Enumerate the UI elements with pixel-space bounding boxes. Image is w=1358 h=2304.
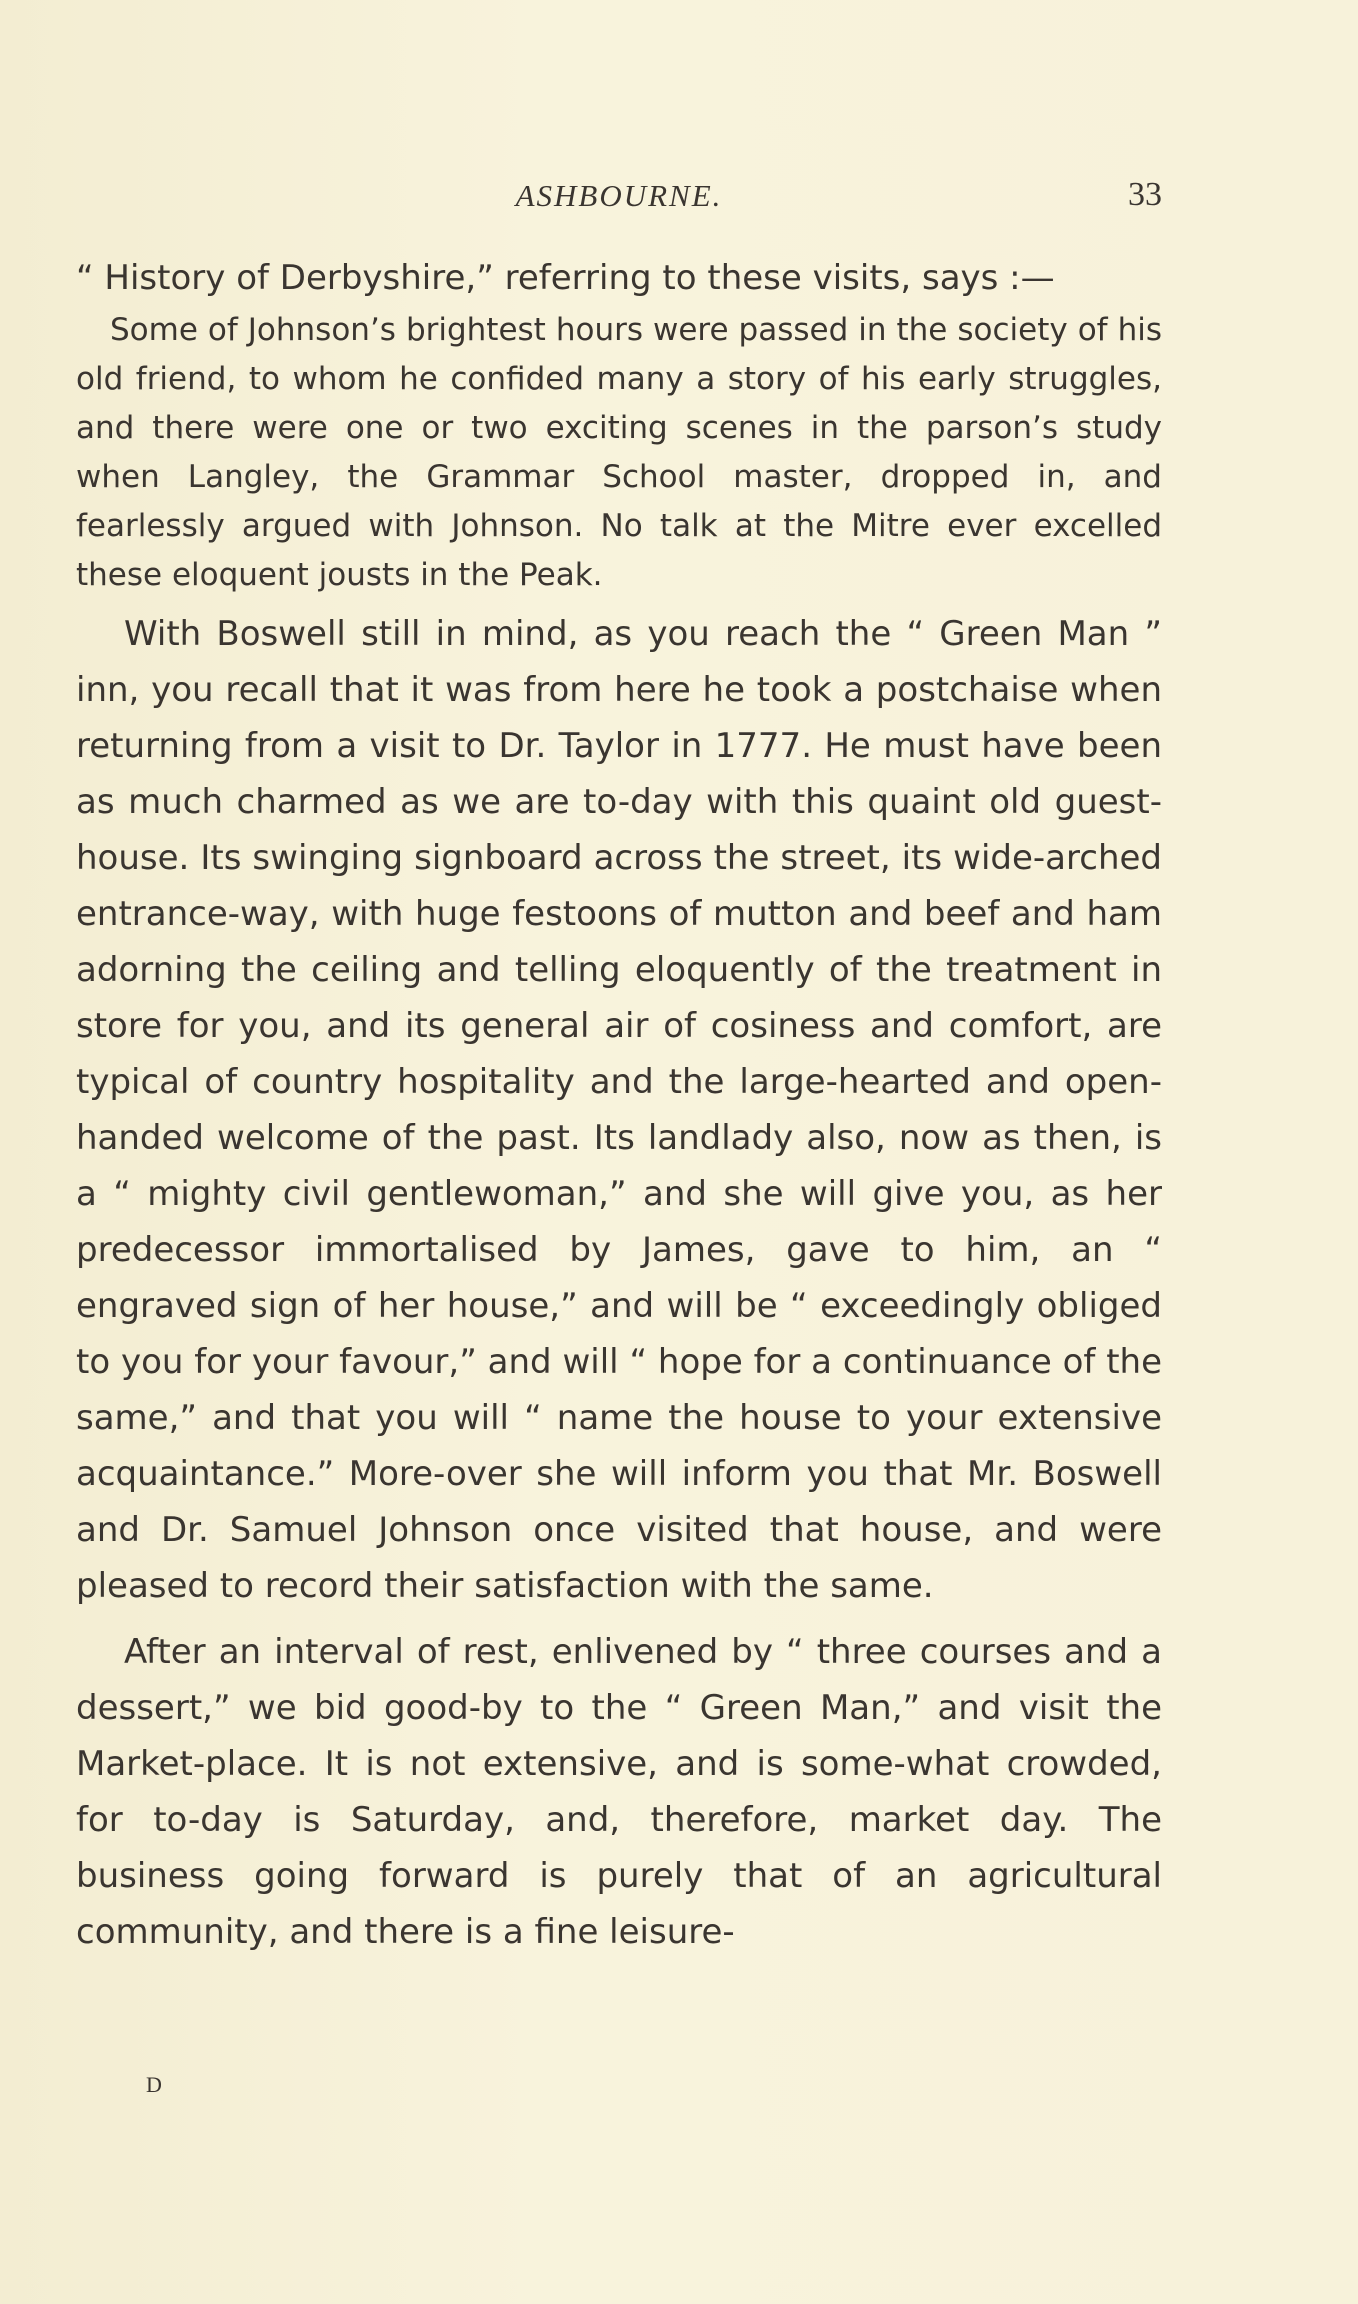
page-number: 33 (1128, 176, 1162, 213)
running-head (76, 174, 1162, 224)
body-text (76, 250, 1162, 1960)
intro-line: “ History of Derbyshire,” referring to these visits, says :— (76, 258, 1055, 298)
paragraph-market-place: After an interval of rest, enlivened by “ three courses and a dessert,” we bid good-by to the “ Green Man,” and visit the Market-place. It is not extensive, and is some-what crowded, for to-day is Saturday, and, therefore, market day. The business going forward is purely that of an agricultural community, and there is a fine leisure- (76, 1632, 1162, 1952)
signature-mark: D (146, 2072, 163, 2097)
running-title: ASHBOURNE. (515, 178, 723, 213)
block-quote: Some of Johnson’s brightest hours were passed in the society of his old friend, to whom he confided many a story of his early struggles, and there were one or two exciting scenes in the parson’s study when Langley, the Grammar School master, dropped in, and fearlessly argued with Johnson. No talk at the Mitre ever excelled these eloquent jousts in the Peak. (76, 312, 1162, 593)
paragraph-green-man: With Boswell still in mind, as you reach the “ Green Man ” inn, you recall that it was from here he took a postchaise when returning from a visit to Dr. Taylor in 1777. He must have been as much charmed as we are to-day with this quaint old guest-house. Its swinging signboard across the street, its wide-arched entrance-way, with huge festoons of mutton and beef and ham adorning the ceiling and telling eloquently of the treatment in store for you, and its general air of cosiness and comfort, are typical of country hospitality and the large-hearted and open-handed welcome of the past. Its landlady also, now as then, is a “ mighty civil gentlewoman,” and she will give you, as her predecessor immortalised by James, gave to him, an “ engraved sign of her house,” and will be “ exceedingly obliged to you for your favour,” and will “ hope for a continuance of the same,” and that you will “ name the house to your extensive acquaintance.” More-over she will inform you that Mr. Boswell and Dr. Samuel Johnson once visited that house, and were pleased to record their satisfaction with the same. (76, 614, 1162, 1606)
